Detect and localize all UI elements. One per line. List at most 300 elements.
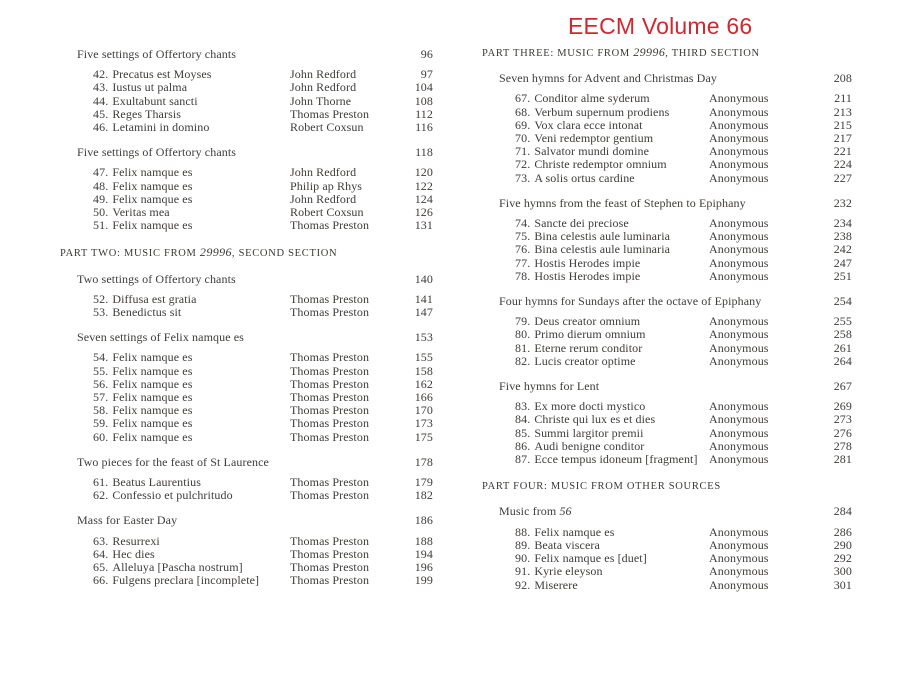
section-title (77, 514, 395, 527)
entry-number: 50. (93, 205, 109, 220)
entry-title (93, 431, 290, 444)
entry-title (93, 121, 290, 134)
part-heading-manuscript-number: 29996 (633, 45, 666, 59)
entry-composer: Anonymous (709, 91, 769, 106)
entry-composer: Anonymous (709, 551, 769, 566)
section-title-text: Four hymns for Sundays after the octave of Epiphany (499, 294, 762, 309)
part-heading-manuscript-number: 29996 (199, 245, 232, 260)
entry-number: 66. (93, 573, 109, 588)
entry-page-number: 162 (414, 376, 433, 391)
section-heading (60, 331, 433, 344)
entry-title-text: Salvator mundi domine (534, 144, 650, 159)
section-title-text: Two pieces for the feast of St Laurence (77, 454, 269, 469)
section-title (499, 505, 814, 518)
section-title (77, 146, 395, 159)
toc-section (482, 197, 852, 283)
section-heading (482, 505, 852, 518)
toc-section (482, 380, 852, 466)
entry-title-text: Alleluya [Pascha nostrum] (112, 560, 243, 575)
entry-title-text: Felix namque es (112, 363, 193, 378)
entry-number: 76. (515, 242, 531, 257)
entry-title-text: Reges Tharsis (112, 106, 182, 121)
entry-title-text: Felix namque es (112, 350, 193, 365)
entry-number: 63. (93, 533, 109, 548)
entry-title-text: Fulgens preclara [incomplete] (112, 573, 260, 588)
entry-page-number: 179 (414, 475, 433, 490)
entry-title-text: Kyrie eleyson (534, 564, 603, 579)
entry-title-text: Exultabunt sancti (112, 93, 198, 108)
entry-composer: Anonymous (709, 242, 769, 257)
toc-section (60, 331, 433, 444)
entry-title (93, 574, 290, 587)
entry-title-text: Verbum supernum prodiens (534, 104, 670, 119)
section-title-text: Seven settings of Felix namque es (77, 330, 244, 345)
entry-number: 46. (93, 120, 109, 135)
entry-number: 65. (93, 560, 109, 575)
part-heading-text: PART TWO: MUSIC FROM (60, 248, 200, 260)
entry-page-number: 242 (833, 242, 852, 257)
entry-number: 68. (515, 104, 531, 119)
toc-entry (482, 172, 852, 185)
entry-composer: Anonymous (709, 353, 769, 368)
section-page-number: 118 (415, 145, 433, 160)
entry-composer: Thomas Preston (290, 488, 370, 503)
entry-composer: Anonymous (709, 314, 769, 329)
entry-composer: Anonymous (709, 117, 769, 132)
section-page-number: 178 (414, 454, 433, 469)
entry-composer: Thomas Preston (290, 376, 370, 391)
entry-title-text: Hec dies (112, 546, 155, 561)
entry-composer: Anonymous (709, 131, 769, 146)
section-items (60, 293, 433, 319)
entry-title-text: Felix namque es (112, 390, 193, 405)
entry-title-text: Deus creator omnium (534, 314, 641, 329)
entry-title-text: Iustus ut palma (112, 80, 188, 95)
entry-title-text: Miserere (534, 577, 578, 592)
entry-number: 84. (515, 412, 531, 427)
entry-page-number: 173 (414, 416, 433, 431)
entry-composer: Thomas Preston (290, 363, 370, 378)
part-heading-text: , SECOND SECTION (231, 248, 338, 260)
toc-section (60, 146, 433, 232)
section-items (60, 535, 433, 588)
section-items (482, 92, 852, 184)
entry-number: 90. (515, 551, 531, 566)
entry-page-number: 112 (415, 106, 433, 121)
entry-page-number: 116 (415, 120, 433, 135)
toc-entry (60, 574, 433, 587)
entry-title-text: Felix namque es (112, 376, 193, 391)
entry-title-text: Felix namque es (112, 178, 193, 193)
entry-page-number: 211 (834, 91, 852, 106)
entry-page-number: 261 (833, 340, 852, 355)
entry-title-text: Conditor alme syderum (534, 91, 650, 106)
entry-number: 48. (93, 178, 109, 193)
entry-composer: Anonymous (709, 229, 769, 244)
entry-page-number: 97 (420, 67, 433, 82)
entry-title-text: Felix namque es (112, 191, 193, 206)
toc-section (60, 273, 433, 320)
entry-number: 81. (515, 340, 531, 355)
entry-composer: John Thorne (290, 93, 352, 108)
entry-title (515, 453, 709, 466)
entry-page-number: 255 (833, 314, 852, 329)
section-title (77, 456, 395, 469)
section-heading (60, 273, 433, 286)
entry-composer: Thomas Preston (290, 106, 370, 121)
section-title-text: Five hymns from the feast of Stephen to Epiphany (499, 195, 746, 210)
entry-composer: Thomas Preston (290, 533, 370, 548)
entry-composer: Anonymous (709, 564, 769, 579)
entry-composer: Thomas Preston (290, 573, 370, 588)
section-page-number: 186 (414, 513, 433, 528)
entry-page-number: 131 (414, 218, 433, 233)
entry-title-text: Lucis creator optime (534, 353, 636, 368)
entry-title (515, 172, 709, 185)
entry-title-text: Christe qui lux es et dies (534, 412, 656, 427)
section-items (60, 476, 433, 502)
toc-section (60, 514, 433, 587)
entry-number: 55. (93, 363, 109, 378)
entry-number: 52. (93, 291, 109, 306)
entry-title (515, 355, 709, 368)
entry-composer: Thomas Preston (290, 429, 370, 444)
part-heading (482, 46, 852, 60)
entry-page-number: 104 (414, 80, 433, 95)
section-heading (482, 197, 852, 210)
entry-title-text: Benedictus sit (112, 305, 182, 320)
toc-entry (60, 489, 433, 502)
entry-title-text: A solis ortus cardine (534, 170, 635, 185)
section-title-text: Seven hymns for Advent and Christmas Day (499, 71, 717, 86)
entry-title-text: Felix namque es (112, 403, 193, 418)
entry-title-text: Felix namque es (112, 416, 193, 431)
entry-number: 49. (93, 191, 109, 206)
entry-title (93, 219, 290, 232)
entry-title-text: Beatus Laurentius (112, 475, 201, 490)
entry-title-text: Veritas mea (112, 205, 170, 220)
toc-entry (60, 121, 433, 134)
entry-composer: Anonymous (709, 438, 769, 453)
entry-number: 43. (93, 80, 109, 95)
entry-composer: Thomas Preston (290, 218, 370, 233)
entry-title-text: Resurrexi (112, 533, 160, 548)
entry-title-text: Veni redemptor gentium (534, 131, 654, 146)
entry-composer: Thomas Preston (290, 291, 370, 306)
entry-composer: John Redford (290, 191, 357, 206)
entry-page-number: 217 (833, 131, 852, 146)
entry-number: 56. (93, 376, 109, 391)
entry-title-text: Letamini in domino (112, 120, 210, 135)
entry-composer: Thomas Preston (290, 546, 370, 561)
entry-composer: Philip ap Rhys (290, 178, 363, 193)
section-items (482, 217, 852, 283)
entry-number: 87. (515, 452, 531, 467)
entry-number: 58. (93, 403, 109, 418)
entry-number: 83. (515, 399, 531, 414)
entry-page-number: 234 (833, 216, 852, 231)
entry-page-number: 276 (833, 425, 852, 440)
entry-page-number: 194 (414, 546, 433, 561)
entry-number: 53. (93, 305, 109, 320)
section-page-number: 140 (414, 271, 433, 286)
entry-title-text: Felix namque es [duet] (534, 551, 647, 566)
entry-page-number: 251 (833, 268, 852, 283)
toc-entry (482, 453, 852, 466)
entry-page-number: 141 (414, 291, 433, 306)
section-items (482, 526, 852, 592)
entry-number: 54. (93, 350, 109, 365)
section-heading (60, 48, 433, 61)
entry-number: 78. (515, 268, 531, 283)
entry-title-text: Bina celestis aule luminaria (534, 229, 671, 244)
toc-section (482, 295, 852, 368)
entry-page-number: 175 (414, 429, 433, 444)
entry-title-text: Bina celestis aule luminaria (534, 242, 671, 257)
entry-composer: Anonymous (709, 412, 769, 427)
entry-composer: Anonymous (709, 104, 769, 119)
entry-page-number: 158 (414, 363, 433, 378)
entry-title (93, 489, 290, 502)
entry-number: 89. (515, 537, 531, 552)
entry-title-text: Felix namque es (112, 218, 193, 233)
section-title-text: Music from (499, 504, 560, 519)
entry-composer: Robert Coxsun (290, 120, 364, 135)
part-heading (60, 246, 433, 260)
entry-number: 85. (515, 425, 531, 440)
toc-section (60, 456, 433, 503)
entry-page-number: 124 (414, 191, 433, 206)
toc-section (482, 72, 852, 185)
entry-composer: Anonymous (709, 577, 769, 592)
entry-page-number: 166 (414, 390, 433, 405)
entry-number: 73. (515, 170, 531, 185)
section-items (60, 351, 433, 443)
entry-page-number: 286 (833, 524, 852, 539)
entry-title-text: Sancte dei preciose (534, 216, 629, 231)
toc-entry (482, 355, 852, 368)
entry-title-text: Hostis Herodes impie (534, 255, 641, 270)
section-title (77, 331, 395, 344)
section-items (60, 68, 433, 134)
entry-page-number: 238 (833, 229, 852, 244)
toc-entry (60, 219, 433, 232)
entry-number: 80. (515, 327, 531, 342)
entry-composer: Robert Coxsun (290, 205, 364, 220)
entry-composer: Anonymous (709, 425, 769, 440)
entry-composer: Anonymous (709, 216, 769, 231)
toc-entry (482, 579, 852, 592)
entry-composer: John Redford (290, 80, 357, 95)
entry-page-number: 258 (833, 327, 852, 342)
section-heading (482, 295, 852, 308)
entry-composer: Anonymous (709, 537, 769, 552)
section-heading (60, 146, 433, 159)
volume-title: EECM Volume 66 (568, 13, 753, 39)
entry-number: 86. (515, 438, 531, 453)
entry-composer: Thomas Preston (290, 390, 370, 405)
entry-number: 57. (93, 390, 109, 405)
entry-page-number: 126 (414, 205, 433, 220)
entry-composer: Thomas Preston (290, 475, 370, 490)
entry-title-text: Hostis Herodes impie (534, 268, 641, 283)
entry-number: 60. (93, 429, 109, 444)
entry-page-number: 196 (414, 560, 433, 575)
section-title (77, 48, 395, 61)
entry-page-number: 224 (833, 157, 852, 172)
entry-number: 47. (93, 165, 109, 180)
entry-page-number: 278 (833, 438, 852, 453)
section-title-text: Five hymns for Lent (499, 379, 600, 394)
entry-title (515, 270, 709, 283)
part-heading-text: PART THREE: MUSIC FROM (482, 48, 634, 59)
entry-number: 75. (515, 229, 531, 244)
section-heading (482, 380, 852, 393)
entry-page-number: 269 (833, 399, 852, 414)
entry-page-number: 188 (414, 533, 433, 548)
entry-title-text: Precatus est Moyses (112, 67, 212, 82)
entry-page-number: 292 (833, 551, 852, 566)
toc-entry (60, 431, 433, 444)
section-title-text: Five settings of Offertory chants (77, 47, 237, 61)
entry-number: 64. (93, 546, 109, 561)
entry-composer: Anonymous (709, 255, 769, 270)
entry-number: 91. (515, 564, 531, 579)
entry-title-text: Vox clara ecce intonat (534, 117, 643, 132)
entry-title-text: Summi largitor premii (534, 425, 644, 440)
entry-page-number: 213 (833, 104, 852, 119)
entry-page-number: 108 (414, 93, 433, 108)
entry-page-number: 247 (833, 255, 852, 270)
entry-number: 59. (93, 416, 109, 431)
entry-page-number: 301 (833, 577, 852, 592)
entry-number: 79. (515, 314, 531, 329)
entry-title-text: Felix namque es (112, 165, 193, 180)
section-page-number: 284 (833, 504, 852, 519)
entry-number: 51. (93, 218, 109, 233)
section-title (499, 197, 814, 210)
entry-title (93, 306, 290, 319)
section-title-text: Mass for Easter Day (77, 513, 178, 528)
part-heading (482, 480, 852, 493)
entry-title-text: Ex more docti mystico (534, 399, 646, 414)
entry-page-number: 170 (414, 403, 433, 418)
entry-title-text: Ecce tempus idoneum [fragment] (534, 452, 698, 467)
entry-page-number: 300 (833, 564, 852, 579)
section-heading (60, 456, 433, 469)
entry-page-number: 264 (833, 353, 852, 368)
entry-page-number: 273 (833, 412, 852, 427)
entry-number: 82. (515, 353, 531, 368)
entry-composer: Anonymous (709, 524, 769, 539)
section-title (499, 72, 814, 85)
entry-composer: Anonymous (709, 157, 769, 172)
entry-composer: John Redford (290, 165, 357, 180)
entry-page-number: 281 (833, 452, 852, 467)
entry-page-number: 221 (833, 144, 852, 159)
entry-number: 44. (93, 93, 109, 108)
section-title (499, 380, 814, 393)
entry-title-text: Beata viscera (534, 537, 600, 552)
section-heading (60, 514, 433, 527)
entry-title-text: Eterne rerum conditor (534, 340, 643, 355)
part-heading-text: , THIRD SECTION (665, 48, 760, 59)
entry-number: 92. (515, 577, 531, 592)
section-page-number: 208 (833, 71, 852, 86)
toc-section (60, 48, 433, 134)
section-title-text: Two settings of Offertory chants (77, 271, 236, 286)
entry-page-number: 182 (414, 488, 433, 503)
entry-page-number: 147 (414, 305, 433, 320)
entry-page-number: 155 (414, 350, 433, 365)
toc-entry (60, 306, 433, 319)
entry-number: 61. (93, 475, 109, 490)
entry-number: 67. (515, 91, 531, 106)
entry-title (515, 579, 709, 592)
entry-number: 62. (93, 488, 109, 503)
entry-composer: John Redford (290, 67, 357, 82)
entry-composer: Anonymous (709, 170, 769, 185)
entry-composer: Thomas Preston (290, 416, 370, 431)
entry-composer: Anonymous (709, 268, 769, 283)
entry-page-number: 120 (414, 165, 433, 180)
entry-title-text: Christe redemptor omnium (534, 157, 667, 172)
entry-composer: Anonymous (709, 340, 769, 355)
section-page-number: 267 (833, 379, 852, 394)
entry-composer: Thomas Preston (290, 560, 370, 575)
entry-composer: Thomas Preston (290, 305, 370, 320)
toc-left-column (60, 48, 433, 588)
entry-title-text: Diffusa est gratia (112, 291, 197, 306)
section-title (77, 273, 395, 286)
toc-section (482, 505, 852, 591)
section-title-manuscript-number: 56 (559, 504, 572, 519)
entry-number: 70. (515, 131, 531, 146)
entry-number: 77. (515, 255, 531, 270)
toc-entry (482, 270, 852, 283)
entry-composer: Thomas Preston (290, 350, 370, 365)
entry-composer: Anonymous (709, 399, 769, 414)
entry-composer: Thomas Preston (290, 403, 370, 418)
entry-page-number: 122 (414, 178, 433, 193)
entry-number: 71. (515, 144, 531, 159)
entry-composer: Anonymous (709, 452, 769, 467)
part-heading-text: PART FOUR: MUSIC FROM OTHER SOURCES (482, 481, 721, 493)
entry-title-text: Felix namque es (534, 524, 615, 539)
entry-composer: Anonymous (709, 327, 769, 342)
section-items (482, 315, 852, 368)
section-items (60, 166, 433, 232)
section-page-number: 254 (833, 294, 852, 309)
entry-page-number: 199 (414, 573, 433, 588)
section-page-number: 232 (833, 195, 852, 210)
entry-page-number: 227 (833, 170, 852, 185)
section-title (499, 295, 814, 308)
entry-number: 45. (93, 106, 109, 121)
section-title-text: Five settings of Offertory chants (77, 145, 237, 160)
entry-composer: Anonymous (709, 144, 769, 159)
entry-title-text: Confessio et pulchritudo (112, 488, 233, 503)
entry-title-text: Felix namque es (112, 429, 193, 444)
section-items (482, 400, 852, 466)
toc-right-column (482, 46, 852, 592)
entry-title-text: Audi benigne conditor (534, 438, 645, 453)
entry-number: 88. (515, 524, 531, 539)
section-page-number: 153 (414, 330, 433, 345)
section-heading (482, 72, 852, 85)
section-page-number: 96 (420, 47, 433, 61)
entry-number: 74. (515, 216, 531, 231)
